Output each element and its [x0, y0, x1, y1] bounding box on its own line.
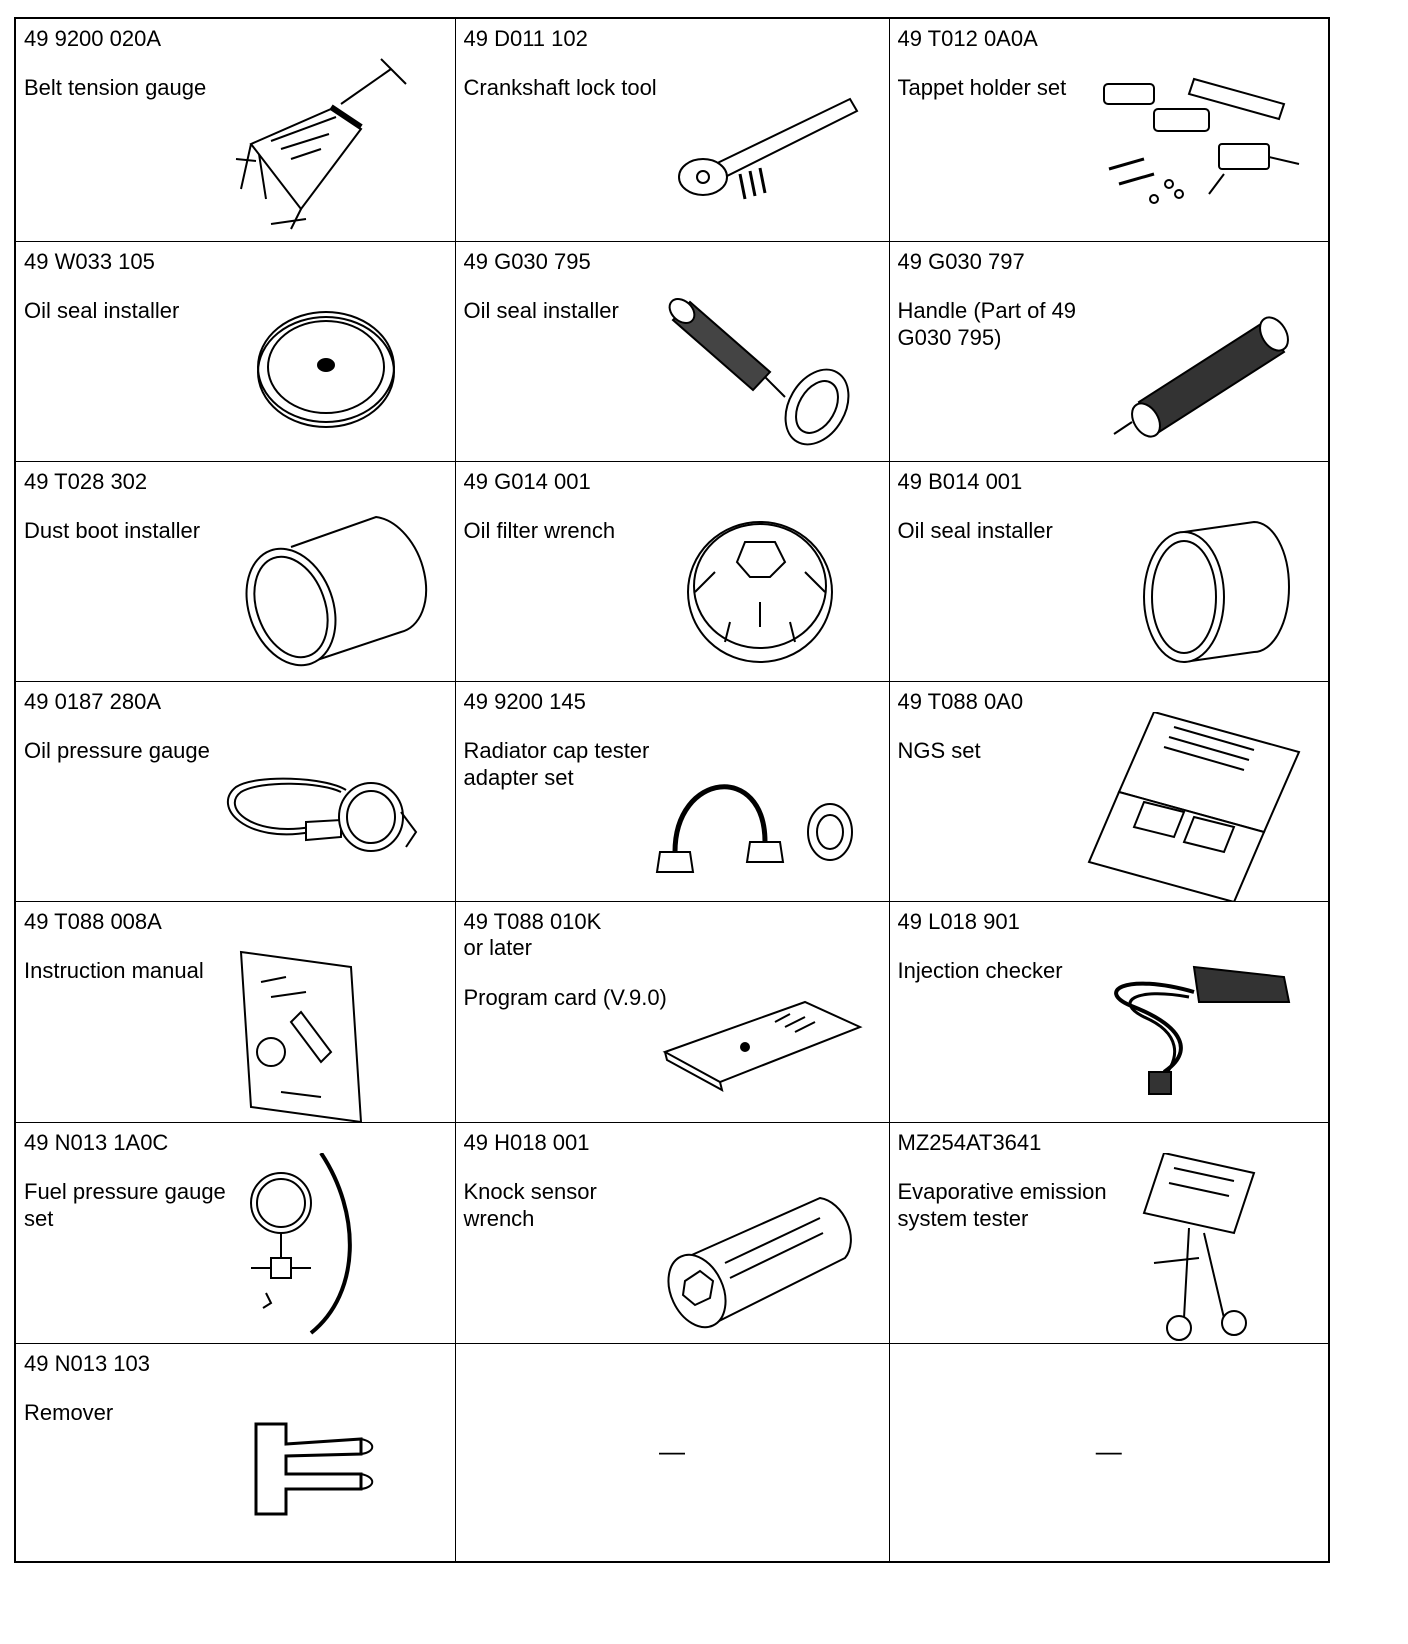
tool-name: Program card (V.9.0) — [463, 984, 667, 1010]
part-number: 49 L018 901 — [897, 908, 1020, 934]
part-number-suffix: or later — [463, 934, 532, 960]
part-number: 49 N013 1A0C — [24, 1129, 169, 1155]
tool-name: Dust boot installer — [24, 517, 201, 543]
tool-name: Instruction manual — [24, 957, 204, 983]
table-row — [15, 461, 1329, 681]
evap-tester-cart-icon — [1084, 1153, 1314, 1343]
tool-name: Crankshaft lock tool — [463, 75, 657, 100]
tappet-holder-set-icon — [1084, 49, 1314, 239]
tool-name: Remover — [24, 1399, 114, 1425]
tool-name: Handle (Part of 49 G030 795) — [897, 297, 1077, 350]
tool-cell — [15, 1343, 455, 1562]
part-number: 49 T088 0A0 — [897, 688, 1024, 714]
part-number: 49 T088 008A — [24, 908, 162, 934]
part-number: 49 G030 795 — [463, 248, 591, 274]
part-number: 49 T088 010K — [463, 908, 602, 934]
dust-boot-installer-icon — [211, 492, 441, 682]
empty-cell — [889, 1343, 1329, 1562]
special-tools-table — [14, 17, 1330, 1563]
knock-sensor-wrench-icon — [645, 1153, 875, 1343]
part-number: 49 G030 797 — [897, 248, 1025, 274]
part-number: 49 T028 302 — [24, 468, 148, 494]
part-number: 49 H018 001 — [463, 1129, 590, 1155]
tool-name: NGS set — [897, 737, 981, 763]
oil-seal-installer-cylinder-icon — [1084, 492, 1314, 682]
remover-icon — [211, 1374, 441, 1564]
oil-seal-installer-handle-icon — [645, 272, 875, 462]
part-number: 49 N013 103 — [24, 1350, 150, 1376]
injection-checker-icon — [1084, 932, 1314, 1122]
tool-name: Oil seal installer — [897, 517, 1053, 543]
tool-name: Belt tension gauge — [24, 75, 207, 100]
tool-cell — [15, 1122, 455, 1343]
tool-name: Oil pressure gauge — [24, 737, 210, 763]
fuel-pressure-gauge-icon — [211, 1153, 441, 1343]
tool-cell — [455, 18, 889, 241]
tool-cell — [889, 461, 1329, 681]
tool-name: Oil seal installer — [24, 297, 180, 323]
tool-cell — [455, 901, 889, 1122]
tool-cell — [889, 1122, 1329, 1343]
table-row — [15, 1343, 1329, 1562]
empty-cell — [455, 1343, 889, 1562]
table-row — [15, 18, 1329, 241]
radiator-cap-adapter-icon — [645, 712, 875, 902]
instruction-manual-icon — [211, 932, 441, 1122]
belt-tension-gauge-icon — [211, 49, 441, 239]
table-row — [15, 681, 1329, 901]
tool-cell — [455, 461, 889, 681]
part-number: 49 0187 280A — [24, 688, 162, 714]
empty-dash: — — [659, 1435, 685, 1466]
tool-cell — [455, 1122, 889, 1343]
tool-name: Oil seal installer — [463, 297, 619, 323]
tool-cell — [15, 461, 455, 681]
part-number: 49 9200 020A — [24, 26, 162, 51]
tool-cell — [15, 681, 455, 901]
tool-cell — [889, 901, 1329, 1122]
tool-cell — [455, 681, 889, 901]
oil-filter-wrench-icon — [645, 492, 875, 682]
tool-cell — [455, 241, 889, 461]
tool-name: Knock sensor wrench — [463, 1178, 597, 1231]
tool-cell — [889, 18, 1329, 241]
part-number: MZ254AT3641 — [897, 1129, 1042, 1155]
part-number: 49 G014 001 — [463, 468, 591, 494]
tool-cell — [15, 241, 455, 461]
table-row — [15, 1122, 1329, 1343]
oil-seal-installer-disc-icon — [211, 272, 441, 462]
table-row — [15, 241, 1329, 461]
tool-cell — [889, 681, 1329, 901]
tool-name: Tappet holder set — [897, 75, 1067, 100]
tool-name: Injection checker — [897, 957, 1063, 983]
empty-dash: — — [1095, 1435, 1122, 1466]
tool-cell — [15, 901, 455, 1122]
tool-name: Oil filter wrench — [463, 517, 616, 543]
crankshaft-lock-tool-icon — [645, 49, 875, 239]
part-number: 49 B014 001 — [897, 468, 1023, 494]
tool-name: Radiator cap tester adapter set — [463, 737, 650, 790]
tool-name: Fuel pressure gauge set — [24, 1178, 226, 1231]
tool-cell — [889, 241, 1329, 461]
part-number: 49 W033 105 — [24, 248, 155, 274]
tool-name: Evaporative emission system tester — [897, 1178, 1107, 1231]
part-number: 49 D011 102 — [463, 26, 588, 51]
handle-icon — [1084, 272, 1314, 462]
ngs-set-case-icon — [1084, 712, 1314, 902]
part-number: 49 T012 0A0A — [897, 26, 1038, 51]
oil-pressure-gauge-icon — [211, 712, 441, 902]
program-card-icon — [645, 932, 875, 1122]
table-row — [15, 901, 1329, 1122]
tool-cell — [15, 18, 455, 241]
part-number: 49 9200 145 — [463, 688, 586, 714]
